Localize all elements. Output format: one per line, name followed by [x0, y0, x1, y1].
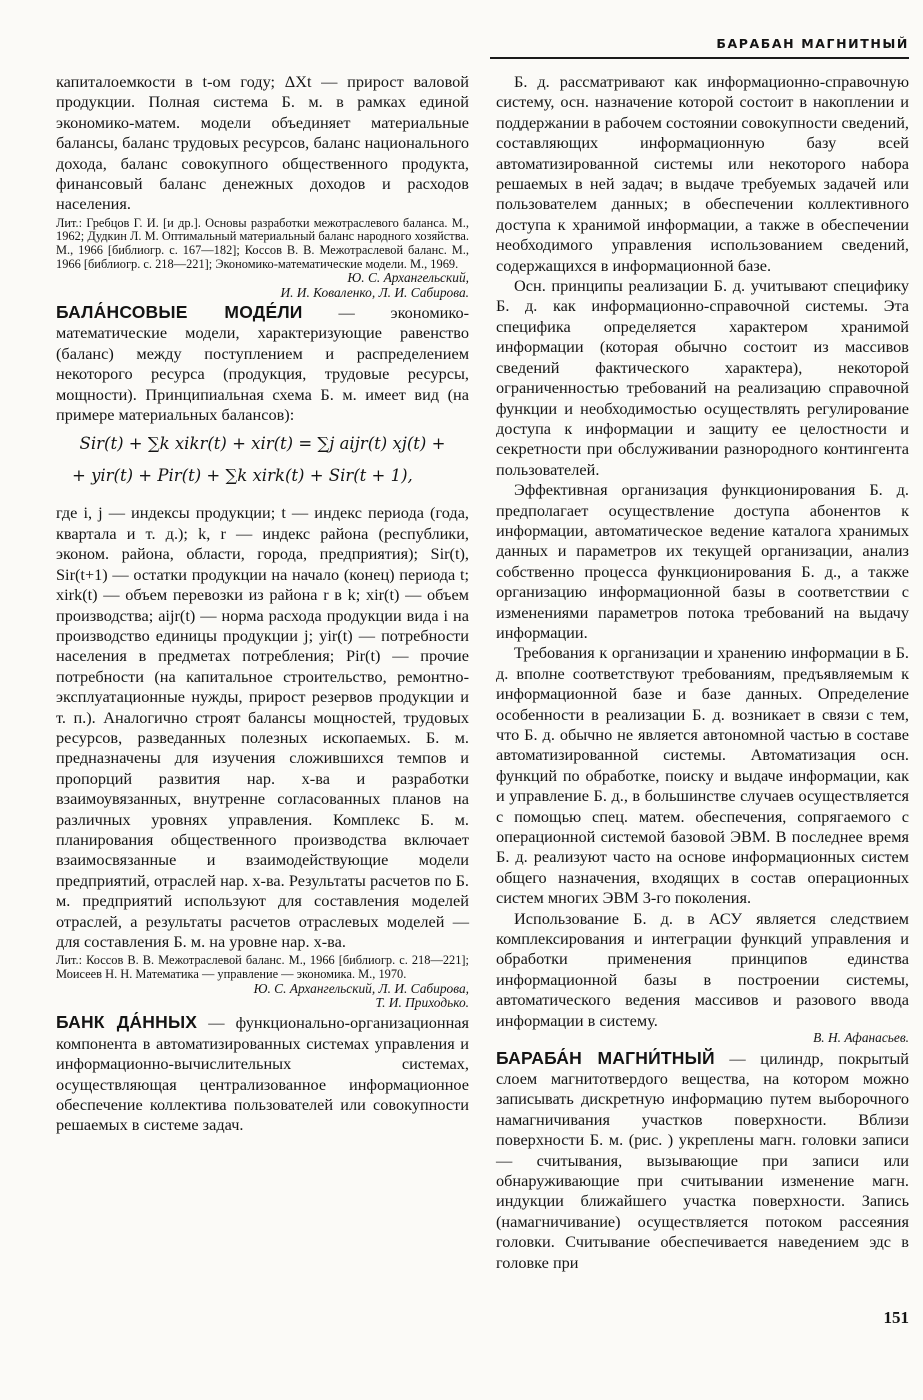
entry-headword: БАРАБА́Н МАГНИ́ТНЫЙ: [496, 1047, 715, 1068]
paragraph: Б. д. рассматривают как информационно-справочную систему, осн. назначение которой состоит в накоплении и поддержании в рабочем состоянии совокупности сведений, составляющих информационную базу всей автоматизированной системы или некоторого набора решаемых в ней задач; в выдаче требуемых задачей или пользователем данных; в обеспечении коллективного доступа к хранимой информации, а также в обеспечении необходимого управления использованием сведений, содержащихся в информационной базе.: [496, 72, 909, 275]
entry-headword: БАЛА́НСОВЫЕ МОДЕ́ЛИ: [56, 302, 303, 323]
balance-formula-line-2: + yir(t) + Pir(t) + ∑k xirk(t) + Sir(t + 1),: [72, 466, 413, 486]
left-column: [56, 72, 469, 1136]
entry-headword: БАНК ДА́ННЫХ: [56, 1012, 198, 1033]
paragraph: Эффективная организация функционирования Б. д. предполагает осуществление доступа абонентов к информации, автоматическое ведение каталога хранимых данных и параметров их текущей организации, анализ собственно процесса функционирования Б. д., а также организацию информационной базы в соответствии с изменениями параметров потока требований на выдачу информации.: [496, 480, 909, 642]
paragraph: Требования к организации и хранению информации в Б. д. вполне соответствуют требованиям, предъявляемым к информационной базе и базе данных. Определение особенности в реализации Б. д. возникает в связи с тем, что Б. д. обычно не является автономной частью в составе автоматизированной системы. Автоматизация осн. функций по обработке, поиску и выдаче информации, как и управление Б. д., в большинстве случаев осуществляется с помощью спец. матем. обеспечения, сопрягаемого с операционной системой базовой ЭВМ. В последнее время Б. д. реализуют часто на основе информационных систем общего назначения, входящих в состав операционных систем многих ЭВМ 3-го поколения.: [496, 643, 909, 908]
paragraph: Осн. принципы реализации Б. д. учитывают специфику Б. д. как информационно-справочной системы. Эта специфика определяется характером хранимой информации (которая обычно состоит из массивов сведений фактического характера), некоторой ограниченностью требований на реализацию справочной функции и необходимостью осуществлять регулирование доступа к информации и защиту ее целостности и секретности при обслуживании разнородного контингента пользователей.: [496, 276, 909, 479]
author-signature: Ю. С. Архангельский, Л. И. Сабирова,: [253, 980, 469, 996]
entry-definition: — функционально-организационная компонента в автоматизированных системах управления и информационно-вычислительных системах, осуществляющая централизованное информационное обеспечение коллектива пользователей или совокупности решаемых в системе задач.: [56, 1013, 469, 1135]
paragraph: где i, j — индексы продукции; t — индекс периода (года, квартала и т. д.); k, r — индекс района (республики, эконом. района, области, города, предприятия); Sir(t), Sir(t+1) — остатки продукции на начало (конец) периода t; xirk(t) — объем перевозки из района r в k; xir(t) — объем производства; aijr(t) — норма расхода продукции вида i на производство единицы продукции j; yir(t) — потребности населения в предметах потребления; Pir(t) — прочие потребности (на капитальное строительство, ремонтно-эксплуатационные нужды, прирост резервов продукции и т. п.). Аналогично строят балансы мощностей, трудовых ресурсов, разведанных полезных ископаемых. Б. м. предназначены для изучения сложившихся темпов и пропорций развития нар. х-ва и разработки взаимоувязанных, внутренне согласованных планов на различных уровнях управления. Комплекс Б. м. планирования общественного производства включает взаимосвязанные и взаимодействующие модели предприятий, отраслей нар. х-ва. Результаты расчетов по Б. м. предприятий используют для составления моделей отраслей, а результаты расчетов отраслевых моделей — для составления Б. м. на уровне нар. х-ва.: [56, 503, 469, 951]
author-signature: В. Н. Афанасьев.: [813, 1030, 909, 1046]
author-signature: И. И. Коваленко, Л. И. Сабирова.: [280, 284, 469, 300]
literature-list: Лит.: Гребцов Г. И. [и др.]. Основы разработки межотраслевого баланса. М., 1962; Дудкин Л. М. Оптимальный материальный баланс народного хозяйства. М., 1966 [библиогр. с. 167—182]; Коссов В. В. Межотраслевой баланс. М., 1966 [библиогр. с. 218—221]; Экономико-математические модели. М., 1969.: [56, 215, 469, 271]
entry-definition: — цилиндр, покрытый слоем магнитотвердого вещества, на котором можно записывать дискретную информацию путем выборочного намагничивания участков поверхности. Вблизи поверхности Б. м. (рис. ) укреплены магн. головки записи — считывания, вызывающие при записи или обнаруживающие при считывании изменение магн. индукции ближайшего участка поверхности. Запись (намагничивание) осуществляется потоком рассеяния головки. Считывание обеспечивается наведением эдс в головке при: [496, 1048, 909, 1272]
entry-magnetic-drum: [496, 1048, 909, 1273]
balance-formula-line-1: Sir(t) + ∑k xikr(t) + xir(t) = ∑j aijr(t) xj(t) +: [79, 434, 446, 454]
paragraph: капиталоемкости в t-ом году; ΔXt — прирост валовой продукции. Полная система Б. м. в рамках единой экономико-матем. модели объединяет материальные балансы, баланс трудовых ресурсов, баланс национального дохода, баланс совокупного общественного продукта, финансовый баланс денежных доходов и расходов населения.: [56, 72, 469, 214]
right-column: [496, 72, 909, 1273]
page-number: 151: [883, 1308, 909, 1327]
running-header: БАРАБАН МАГНИТНЫЙ: [490, 36, 909, 59]
entry-definition: — экономико-математические модели, характеризующие равенство (баланс) между поступлением и распределением некоторого ресурса (продукция, трудовые ресурсы, мощности). Принципиальная схема Б. м. имеет вид (на примере материальных балансов):: [56, 303, 470, 425]
entry-data-bank: [56, 1012, 469, 1135]
author-signature: Ю. С. Архангельский,: [347, 270, 469, 286]
literature-list: Лит.: Коссов В. В. Межотраслевой баланс. М., 1966 [библиогр. с. 218—221]; Моисеев Н. Н. Математика — управление — экономика. М., 1970.: [56, 953, 469, 981]
paragraph: Использование Б. д. в АСУ является следствием комплексирования и интеграции функций управления и обработки применения принципов единства информационной базы в построении системы, автоматического ведения массивов и разового ввода информации в систему.: [496, 908, 909, 1030]
entry-balance-models: [56, 302, 469, 425]
author-signature: Т. И. Приходько.: [375, 995, 469, 1010]
